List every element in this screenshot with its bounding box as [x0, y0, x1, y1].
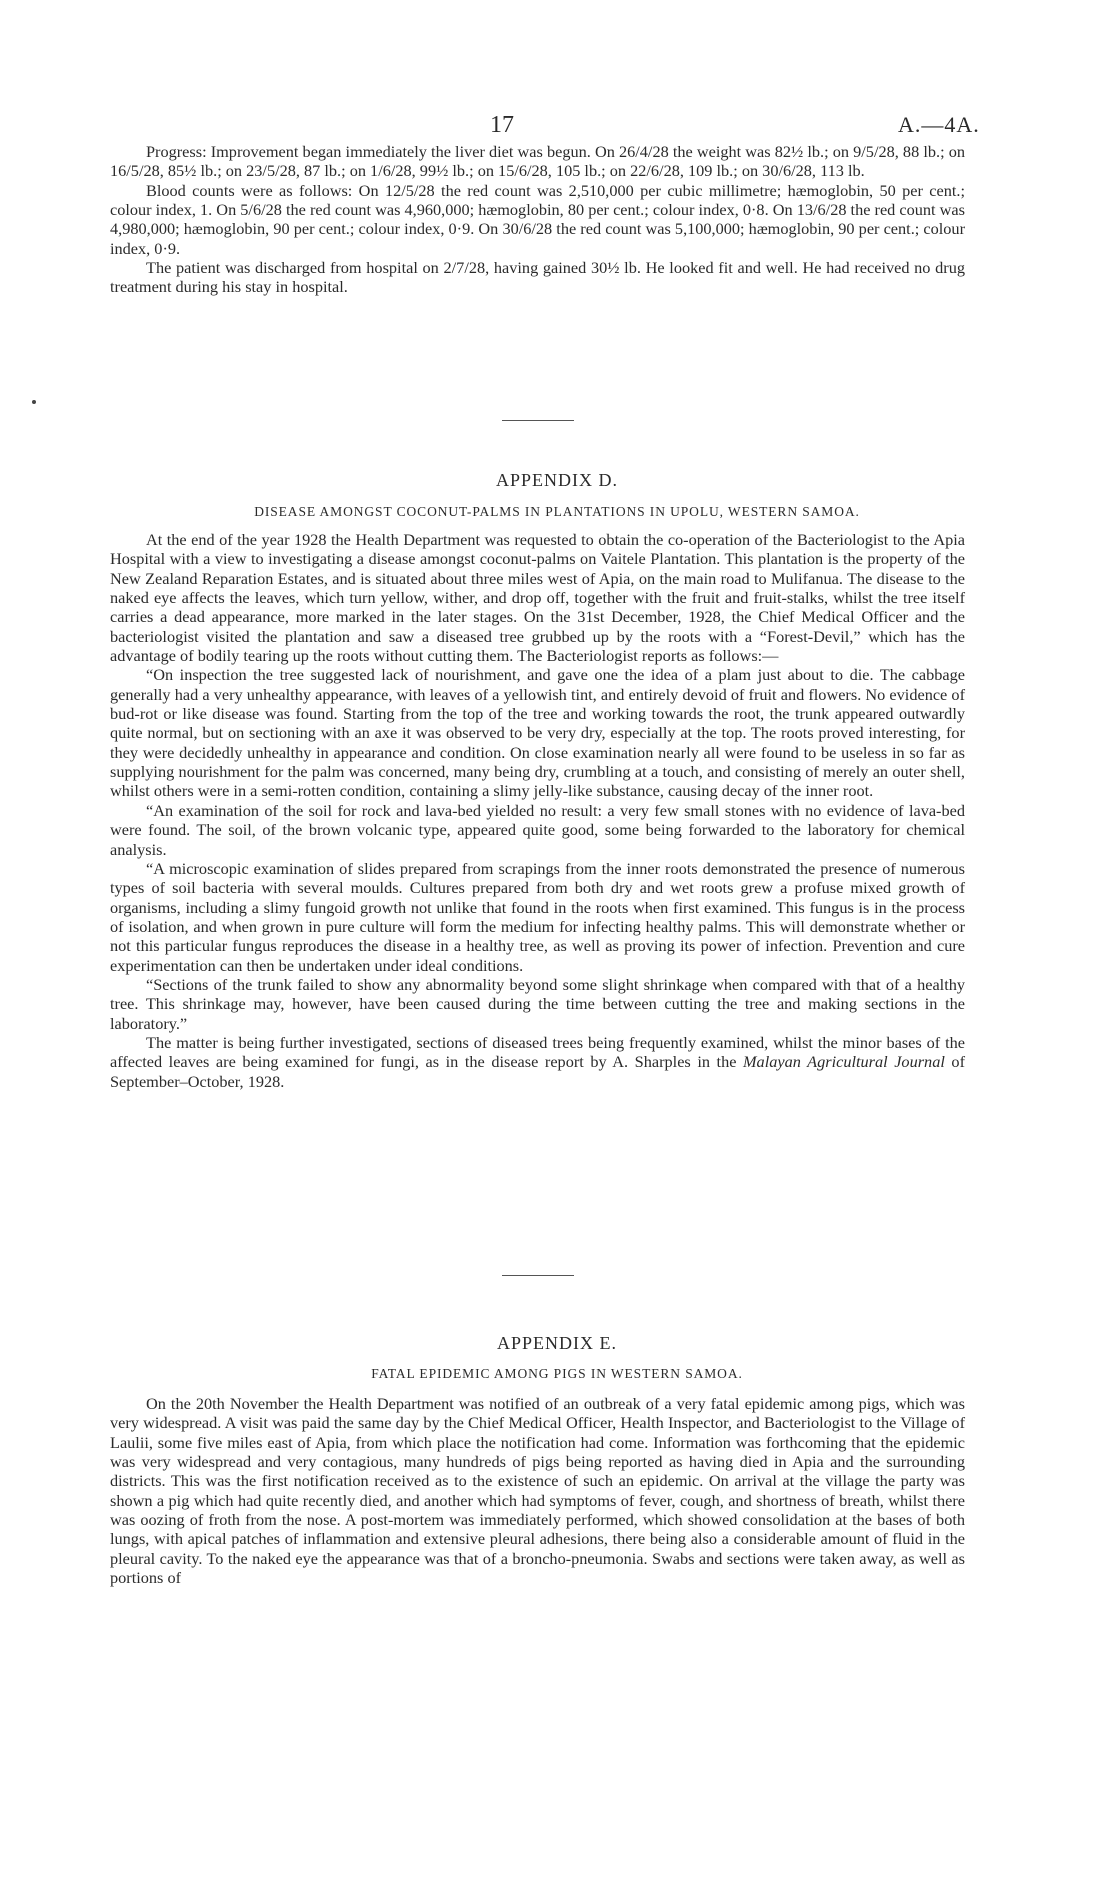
discharge-paragraph: The patient was discharged from hospital on 2/7/28, having gained 30½ lb. He looked fit and well. He had received no drug treatment during his stay in hospital.: [110, 258, 965, 297]
appendix-d-paragraph: “A microscopic examination of slides prepared from scrapings from the inner roots demonstrated the presence of numerous types of soil bacteria with several moulds. Cultures prepared from both dry and wet roots grew a profuse mixed growth of organisms, including a slimy fungoid growth not unlike that found in the roots when first examined. This fungus is in the process of isolation, and when grown in pure culture will form the medium for infecting healthy palms. This will demonstrate whether or not this particular fungus reproduces the disease in a healthy tree, as well as proving its power of infection. Prevention and cure experimentation can then be undertaken under ideal conditions.: [110, 858, 965, 975]
appendix-e-paragraph: On the 20th November the Health Department was notified of an outbreak of a very fatal epidemic among pigs, which was very widespread. A visit was paid the same day by the Chief Medical Officer, Health Inspector, and Bacteriologist to the Village of Laulii, some five miles east of Apia, from which place the notification had come. Information was forthcoming that the epidemic was very widespread and very contagious, many hundreds of pigs being reported as having died in Apia and the surrounding districts. This was the first notification received as to the existence of such an epidemic. On arrival at the village the party was shown a pig which had quite recently died, and another which had symptoms of fever, cough, and shortness of breath, whilst there was oozing of froth from the nose. A post-mortem was immediately performed, which showed consolidation at the bases of both lungs, with apical patches of inflammation and extensive pleural adhesions, there being also a considerable amount of fluid in the pleural cavity. To the naked eye the appearance was that of a broncho-pneumonia. Swabs and sections were taken away, as well as portions of: [110, 1394, 965, 1588]
journal-title: Malayan Agricultural Journal: [743, 1052, 945, 1072]
appendix-e-body: [110, 1394, 965, 1587]
closing-text: The matter is being further investigated, sections of diseased trees being frequently examined, whilst the minor bases of the affected leaves are being examined for fungi, as in the disease report by A. Sharples in the: [110, 1032, 965, 1072]
appendix-d-paragraph: “An examination of the soil for rock and lava-bed yielded no result: a very few small stones with no evidence of lava-bed were found. The soil, of the brown volcanic type, appeared quite good, some being forwarded to the laboratory for chemical analysis.: [110, 800, 965, 859]
appendix-d-paragraph: “Sections of the trunk failed to show any abnormality beyond some slight shrinkage when compared with that of a healthy tree. This shrinkage may, however, have been caused during the time between cutting the tree and making sections in the laboratory.”: [110, 974, 965, 1033]
section-divider: [502, 420, 574, 421]
appendix-d-body: [110, 530, 965, 1091]
closing-text-end: of September–October, 1928.: [110, 1052, 965, 1091]
page-header: [0, 112, 1114, 142]
appendix-d-paragraph: At the end of the year 1928 the Health Department was requested to obtain the co-operation of the Bacteriologist to the Apia Hospital with a view to investigating a disease amongst coconut-palms on Vaitele Plantation. This plantation is the property of the New Zealand Reparation Estates, and is situated about three miles west of Apia, on the main road to Mulifanua. The disease to the naked eye affects the leaves, which turn yellow, wither, and drop off, together with the fruit and fruit-stalks, whilst the tree itself carries a dead appearance, more marked in the later stages. On the 31st December, 1928, the Chief Medical Officer and the bacteriologist visited the plantation and saw a diseased tree grubbed up by the roots with a “Forest-Devil,” which has the advantage of bodily tearing up the roots without cutting them. The Bacteriologist reports as follows:—: [110, 530, 965, 666]
blood-counts-paragraph: Blood counts were as follows: On 12/5/28 the red count was 2,510,000 per cubic millimetre; hæmoglobin, 50 per cent.; colour index, 1. On 5/6/28 the red count was 4,960,000; hæmoglobin, 80 per cent.; colour index, 0·8. On 13/6/28 the red count was 4,980,000; hæmoglobin, 90 per cent.; colour index, 0·9. On 30/6/28 the red count was 5,100,000; hæmoglobin, 90 per cent.; colour index, 0·9.: [110, 180, 965, 258]
appendix-e-subtitle: FATAL EPIDEMIC AMONG PIGS IN WESTERN SAMOA.: [371, 1366, 743, 1381]
progress-paragraph: Progress: Improvement began immediately the liver diet was begun. On 26/4/28 the weight was 82½ lb.; on 9/5/28, 88 lb.; on 16/5/28, 85½ lb.; on 23/5/28, 87 lb.; on 1/6/28, 99½ lb.; on 15/6/28, 105 lb.; on 22/6/28, 109 lb.; on 30/6/28, 113 lb.: [110, 142, 965, 181]
section-divider: [502, 1275, 574, 1276]
page-number: 17: [490, 112, 514, 138]
appendix-d-title: APPENDIX D.: [495, 470, 618, 490]
margin-mark: [32, 400, 36, 404]
appendix-d-paragraph: “On inspection the tree suggested lack of nourishment, and gave one the idea of a plam just about to die. The cabbage generally had a very unhealthy appearance, with leaves of a yellowish tint, and entirely devoid of fruit and flowers. No evidence of bud-rot or like disease was found. Starting from the top of the tree and working towards the root, the trunk appeared outwardly quite normal, but on sectioning with an axe it was observed to be very dry, especially at the top. The roots proved interesting, for they were decidedly unhealthy in appearance and condition. On close examination nearly all were found to be useless in so far as supplying nourishment for the palm was concerned, many being dry, crumbling at a touch, and consisting of merely an outer shell, whilst others were in a semi-rotten condition, containing a slimy jelly-like substance, causing decay of the inner root.: [110, 665, 965, 801]
document-reference: A.—4A.: [898, 112, 980, 137]
appendix-d-subtitle: DISEASE AMONGST COCONUT-PALMS IN PLANTATIONS IN UPOLU, WESTERN SAMOA.: [254, 504, 860, 519]
appendix-e-title: APPENDIX E.: [496, 1333, 617, 1353]
appendix-d-closing-paragraph: [110, 1033, 965, 1091]
case-progress-section: [110, 142, 965, 297]
